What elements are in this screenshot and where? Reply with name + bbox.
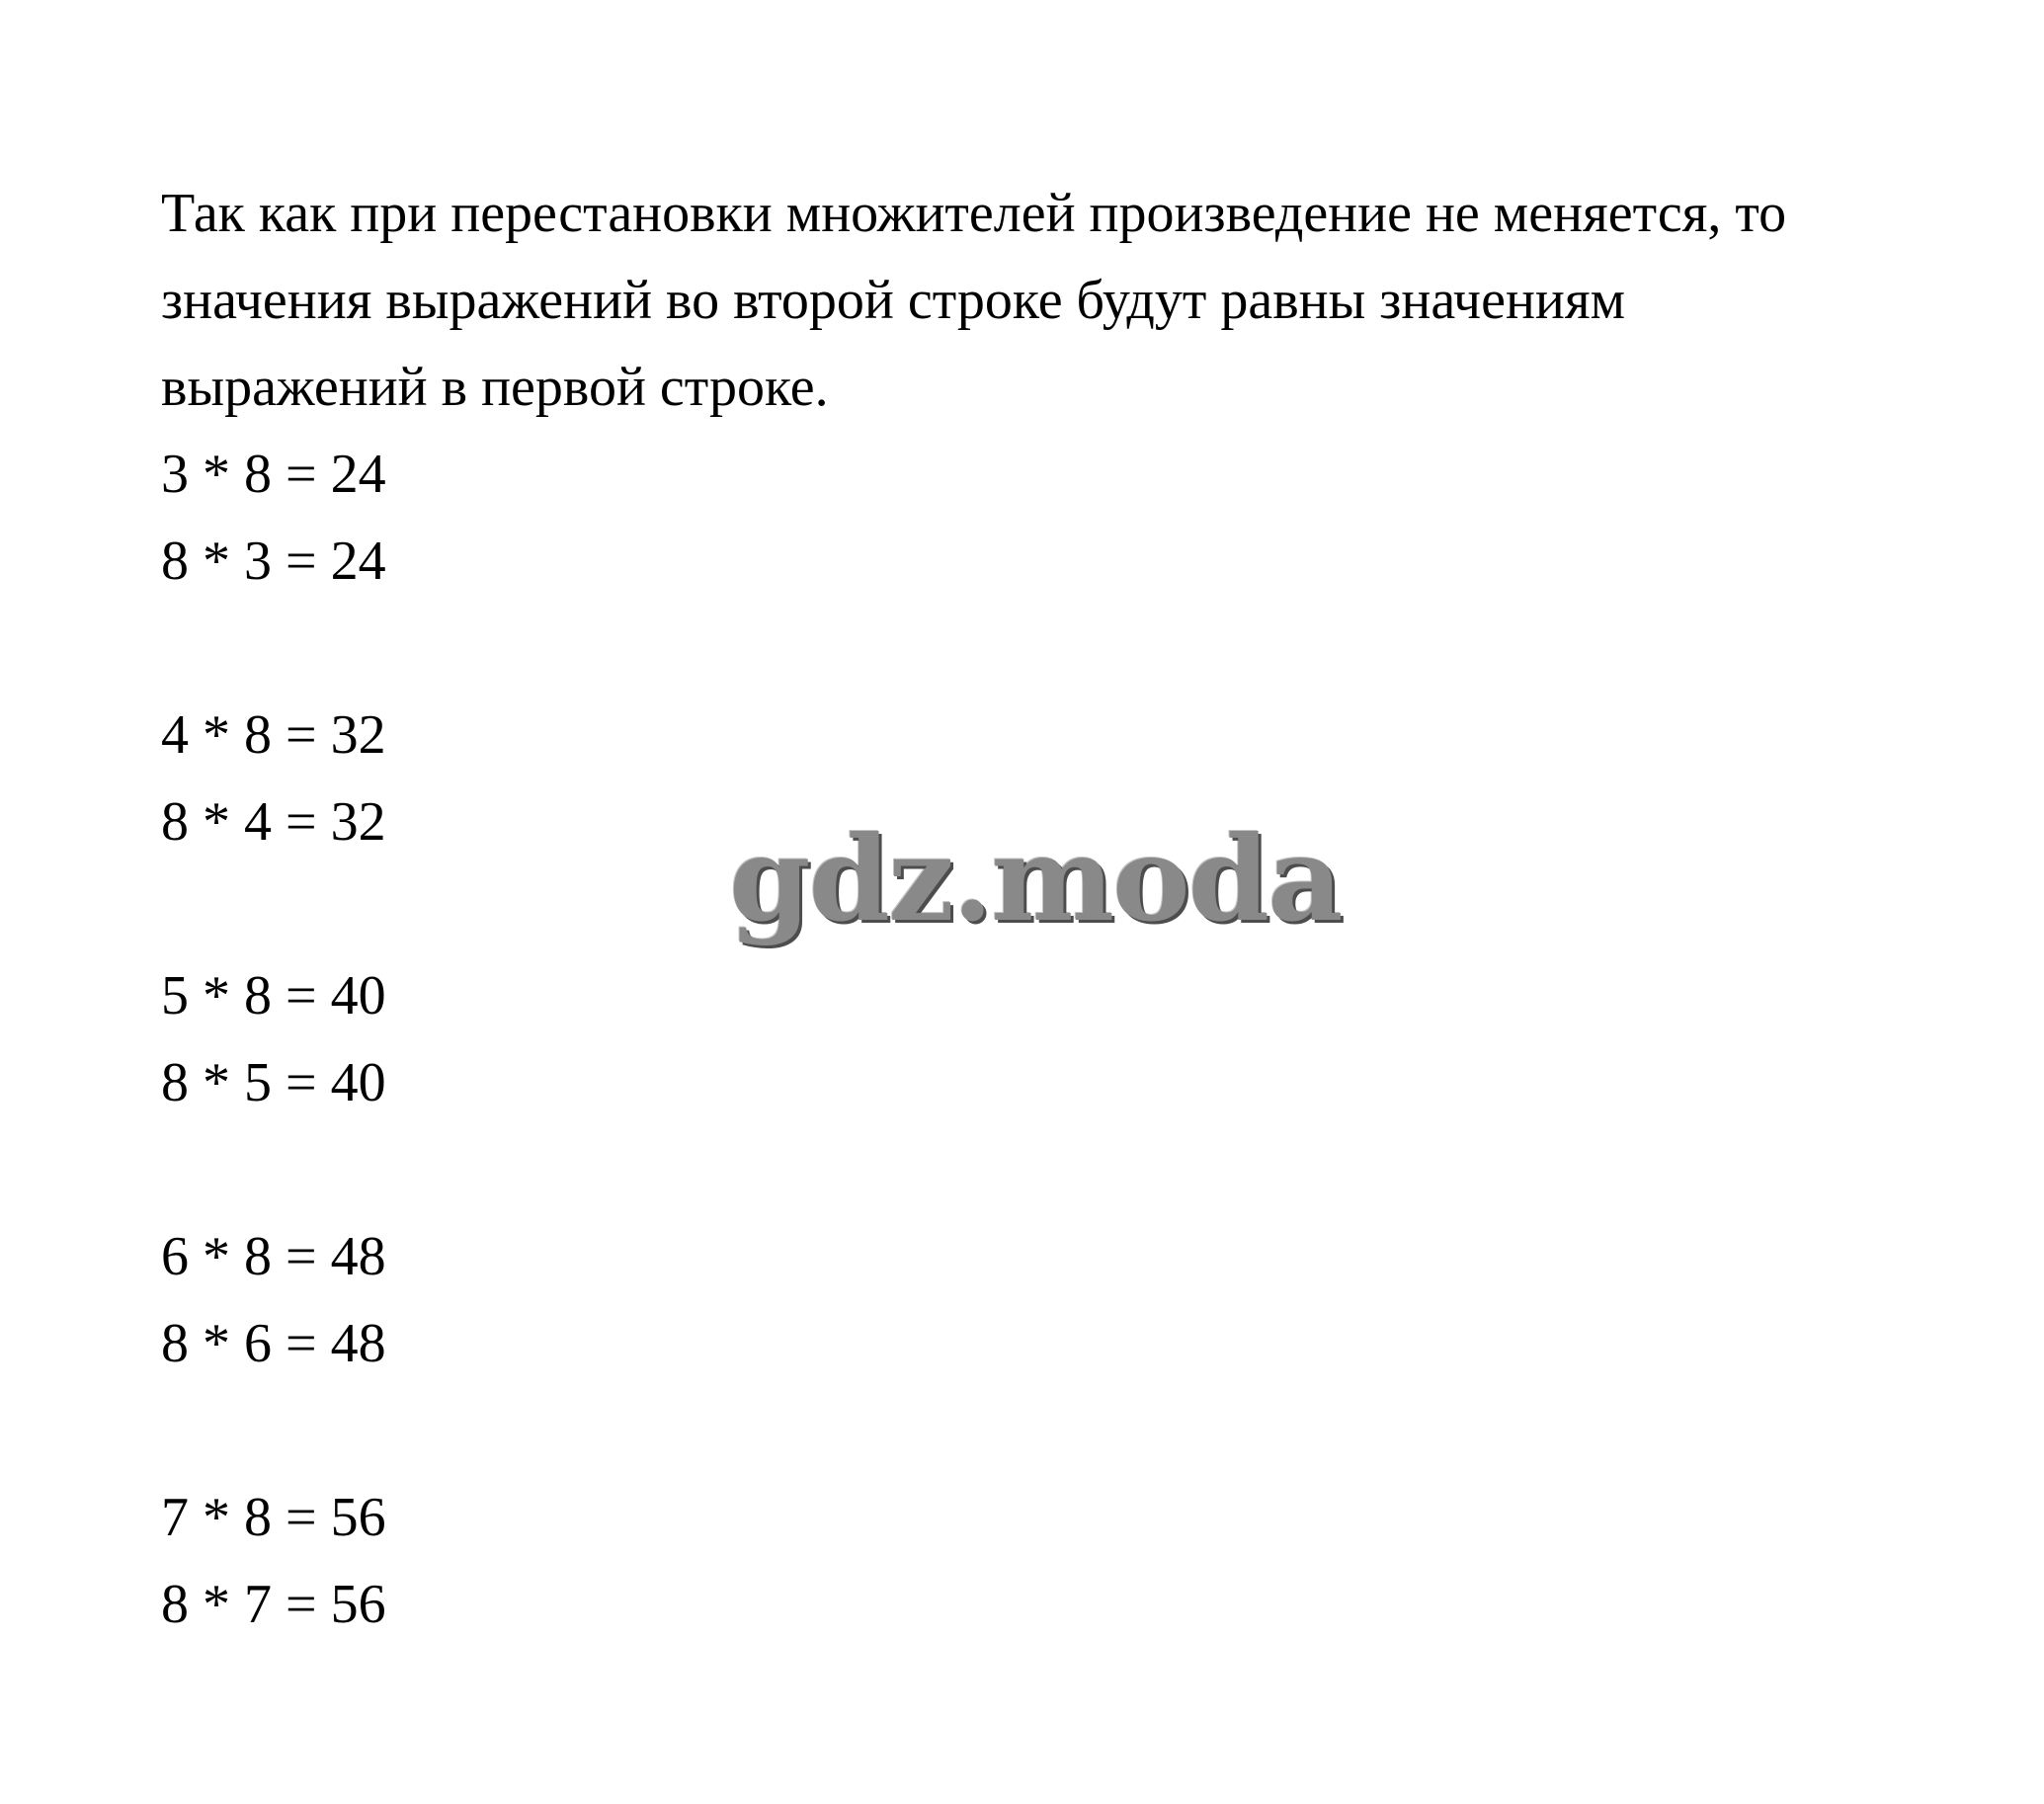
equation: 8 * 3 = 24 (161, 531, 386, 592)
equation: 6 * 8 = 48 (161, 1226, 386, 1287)
equation-group (161, 431, 386, 605)
equation-group (161, 1474, 386, 1648)
explanation-line: значения выражений во второй строке будут равны значениям (161, 270, 1626, 331)
equation-list (161, 431, 386, 1735)
equation: 5 * 8 = 40 (161, 965, 386, 1026)
equation-group (161, 952, 386, 1126)
equation-group (161, 1213, 386, 1387)
equation: 8 * 6 = 48 (161, 1313, 386, 1374)
explanation-line: выражений в первой строке. (161, 357, 829, 418)
equation: 4 * 8 = 32 (161, 704, 386, 766)
explanation-paragraph (161, 170, 1939, 431)
explanation-line: Так как при перестановки множителей произведение не меняется, то (161, 183, 1787, 244)
equation: 8 * 5 = 40 (161, 1052, 386, 1113)
equation: 3 * 8 = 24 (161, 444, 386, 505)
watermark-logo: gdz.moda (729, 810, 1342, 947)
equation-group (161, 692, 386, 865)
equation: 8 * 4 = 32 (161, 791, 386, 853)
equation: 8 * 7 = 56 (161, 1574, 386, 1635)
equation: 7 * 8 = 56 (161, 1487, 386, 1548)
